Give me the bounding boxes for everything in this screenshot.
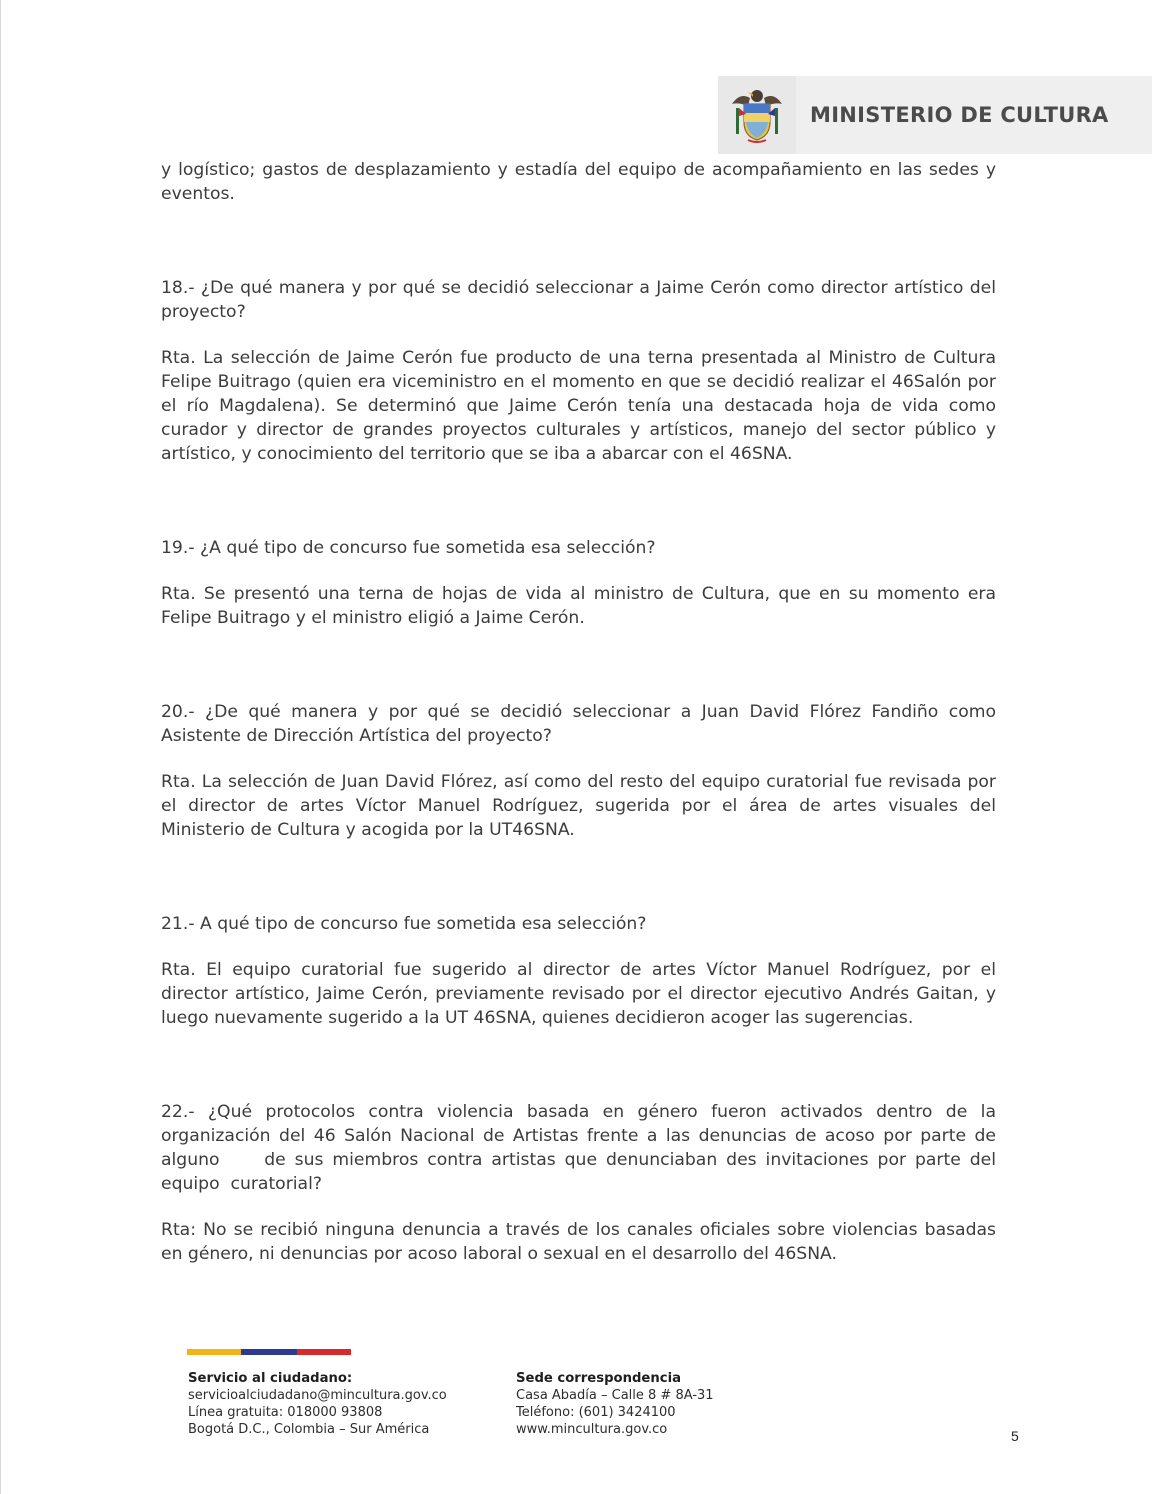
- footer-address: Casa Abadía – Calle 8 # 8A-31: [516, 1388, 714, 1403]
- flag-blue-stripe: [241, 1349, 297, 1355]
- document-body: [161, 158, 1002, 1266]
- answer-22: Rta: No se recibió ninguna denuncia a través de los canales oficiales sobre violencias basadas en género, ni denuncias por acoso laboral o sexual en el desarrollo del 46SNA.: [161, 1220, 1002, 1264]
- footer-right-title: Sede correspondencia: [516, 1371, 681, 1386]
- answer-21: Rta. El equipo curatorial fue sugerido al director de artes Víctor Manuel Rodríguez, por el director artístico, Jaime Cerón, previamente revisado por el director ejecutivo Andrés Gaitan, y luego nuevamente sugerido a la UT 46SNA, quienes decidieron acoger las sugerencias.: [161, 960, 1002, 1028]
- page-edge: [0, 0, 1, 1494]
- flag-yellow-stripe: [187, 1349, 241, 1355]
- question-18: 18.- ¿De qué manera y por qué se decidió seleccionar a Jaime Cerón como director artístico del proyecto?: [161, 278, 1002, 322]
- footer-citizen-service: [188, 1370, 447, 1438]
- footer-email[interactable]: servicioalciudadano@mincultura.gov.co: [188, 1388, 447, 1403]
- flag-color-bar: [187, 1349, 351, 1355]
- footer-phone: Teléfono: (601) 3424100: [516, 1405, 676, 1420]
- footer-correspondence: [516, 1370, 714, 1438]
- footer-left-title: Servicio al ciudadano:: [188, 1371, 353, 1386]
- question-21: 21.- A qué tipo de concurso fue sometida esa selección?: [161, 914, 647, 934]
- question-19: 19.- ¿A qué tipo de concurso fue sometida esa selección?: [161, 538, 656, 558]
- ministry-header: [718, 76, 1152, 154]
- page-number: 5: [1011, 1428, 1019, 1444]
- ministry-name: MINISTERIO DE CULTURA: [810, 103, 1109, 127]
- footer-hotline: Línea gratuita: 018000 93808: [188, 1405, 383, 1420]
- footer-website[interactable]: www.mincultura.gov.co: [516, 1422, 668, 1437]
- paragraph-continuation: y logístico; gastos de desplazamiento y estadía del equipo de acompañamiento en las sedes y eventos.: [161, 160, 1002, 204]
- question-22: 22.- ¿Qué protocolos contra violencia basada en género fueron activados dentro de la organización del 46 Salón Nacional de Artistas frente a las denuncias de acoso por parte de alguno de sus miembros contra artistas que denunciaban des invitaciones por parte del equipo curatorial?: [161, 1102, 1002, 1194]
- coat-of-arms-logo: [718, 76, 796, 154]
- answer-20: Rta. La selección de Juan David Flórez, así como del resto del equipo curatorial fue revisada por el director de artes Víctor Manuel Rodríguez, sugerida por el área de artes visuales del Ministerio de Cultura y acogida por la UT46SNA.: [161, 772, 1002, 840]
- question-20: 20.- ¿De qué manera y por qué se decidió seleccionar a Juan David Flórez Fandiño como Asistente de Dirección Artística del proyecto?: [161, 702, 1002, 746]
- footer-location: Bogotá D.C., Colombia – Sur América: [188, 1422, 430, 1437]
- flag-red-stripe: [297, 1349, 351, 1355]
- answer-19: Rta. Se presentó una terna de hojas de vida al ministro de Cultura, que en su momento era Felipe Buitrago y el ministro eligió a Jaime Cerón.: [161, 584, 1002, 628]
- answer-18: Rta. La selección de Jaime Cerón fue producto de una terna presentada al Ministro de Cultura Felipe Buitrago (quien era viceministro en el momento en que se decidió realizar el 46Salón por el río Magdalena). Se determinó que Jaime Cerón tenía una destacada hoja de vida como curador y director de grandes proyectos culturales y artísticos, manejo del sector público y artístico, y conocimiento del territorio que se iba a abarcar con el 46SNA.: [161, 348, 1002, 464]
